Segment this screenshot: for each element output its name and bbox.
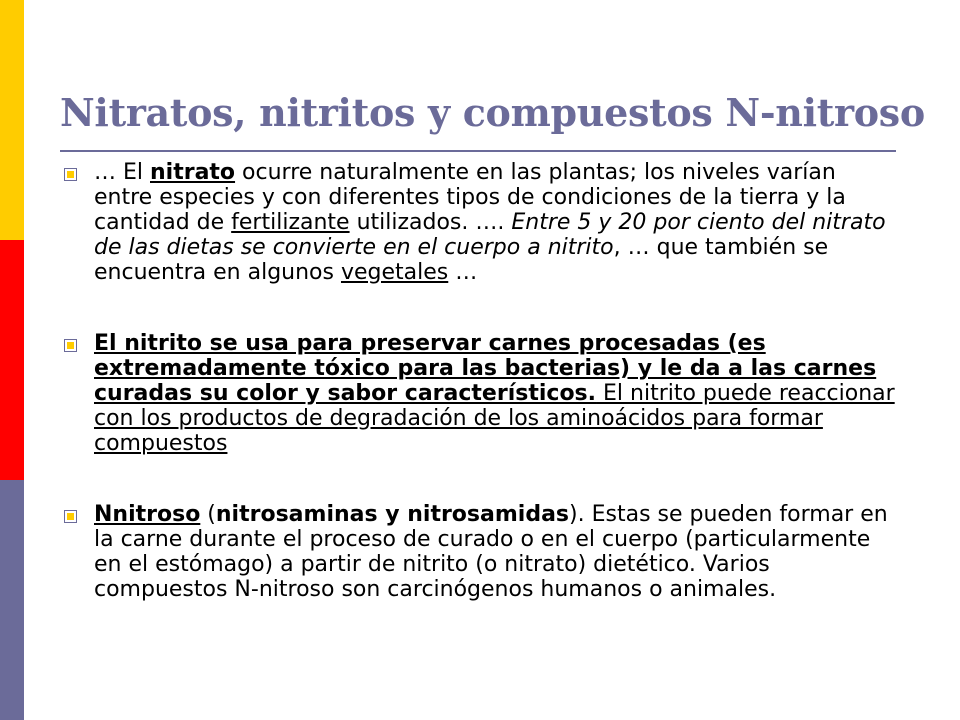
square-bullet-icon — [64, 339, 77, 352]
square-bullet-icon — [64, 168, 77, 181]
term-nitrato: nitrato — [150, 160, 236, 185]
side-stripe-red — [0, 240, 24, 480]
term-vegetales: vegetales — [340, 260, 449, 285]
bullet-nitrato — [60, 160, 896, 285]
side-stripe-yellow — [0, 0, 24, 240]
bullet-text: ( — [200, 502, 216, 527]
bullet-list — [60, 160, 896, 648]
bullet-nitrito — [60, 331, 896, 456]
square-bullet-icon — [64, 510, 77, 523]
bullet-text: ). Estas se pueden formar en la carne durante el proceso de curado o en el cuerpo (particularmente en el estómago) a partir de nitrito (o nitrato) dietético. Varios compuestos N-nitroso son carcinógenos humanos o animales. — [94, 502, 888, 602]
bold-text: nitrosaminas y nitrosamidas — [215, 502, 570, 527]
slide-title: Nitratos, nitritos y compuestos N-nitroso — [60, 90, 925, 135]
title-rule — [60, 150, 896, 152]
bullet-nnitroso — [60, 502, 896, 602]
bullet-text: , … que también se encuentra en algunos — [94, 235, 829, 285]
term-fertilizante: fertilizante — [231, 210, 350, 235]
bold-underlined-text: El nitrito se usa para preservar carnes procesadas (es extremadamente tóxico para las bacterias) y le da a las carnes curadas su color y sabor característicos. — [94, 331, 877, 406]
underlined-text: El nitrito puede reaccionar con los productos de degradación de los aminoácidos para formar compuestos — [94, 381, 895, 456]
side-stripe-purple — [0, 480, 24, 720]
bullet-text: … — [448, 260, 478, 285]
bullet-text: ocurre naturalmente en las plantas; los niveles varían entre especies y con diferentes tipos de condiciones de la tierra y la cantidad de — [94, 160, 846, 235]
bullet-text: … El — [94, 160, 150, 185]
term-nnitroso: Nnitroso — [94, 502, 201, 527]
italic-text: Entre 5 y 20 por ciento del nitrato de las dietas se convierte en el cuerpo a nitrito — [94, 210, 886, 260]
bullet-text: utilizados. …. — [349, 210, 512, 235]
